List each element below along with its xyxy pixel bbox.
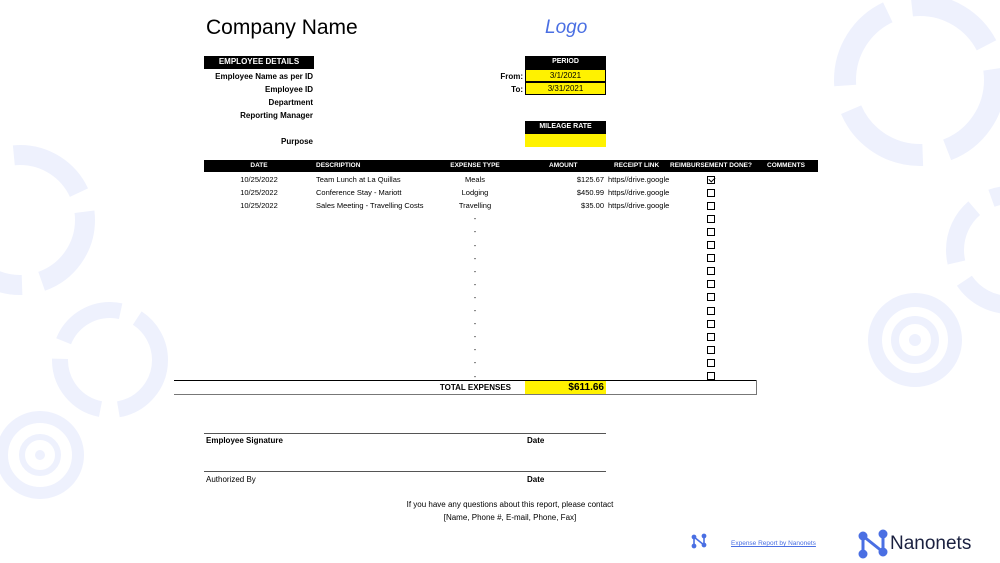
total-label: TOTAL EXPENSES — [439, 383, 511, 392]
reporting-manager-label: Reporting Manager — [240, 111, 313, 120]
mileage-rate-field[interactable] — [525, 134, 606, 147]
nanonets-logo-icon — [858, 529, 888, 559]
col-date: DATE — [250, 162, 268, 169]
row-date: 10/25/2022 — [240, 201, 278, 211]
employee-details-header: EMPLOYEE DETAILS — [204, 56, 314, 69]
employee-signature-label: Employee Signature — [206, 436, 283, 445]
row-receipt-link[interactable]: https//drive.google — [608, 175, 670, 184]
row-receipt-link[interactable]: https//drive.google — [608, 201, 670, 211]
period-to-field[interactable]: 3/31/2021 — [525, 82, 606, 95]
mileage-rate-header: MILEAGE RATE — [525, 121, 606, 134]
row-expense-type: Lodging — [461, 188, 489, 198]
row-description: Sales Meeting - Travelling Costs — [316, 201, 424, 211]
reimbursement-checkbox[interactable] — [707, 280, 715, 288]
total-value: $611.66 — [525, 381, 606, 394]
contact-line-2: [Name, Phone #, E-mail, Phone, Fax] — [443, 513, 577, 522]
row-expense-type: - — [473, 292, 477, 302]
period-from-label: From: — [500, 72, 523, 81]
company-name: Company Name — [206, 16, 358, 39]
col-expense-type: EXPENSE TYPE — [450, 162, 500, 169]
col-description: DESCRIPTION — [316, 162, 361, 169]
reimbursement-checkbox[interactable] — [707, 267, 715, 275]
row-expense-type: - — [473, 227, 477, 237]
expense-table-header — [204, 160, 818, 172]
row-expense-type: Travelling — [458, 201, 492, 211]
purpose-label: Purpose — [280, 137, 313, 146]
row-expense-type: - — [473, 279, 477, 289]
authorized-by-label: Authorized By — [206, 475, 256, 484]
reimbursement-checkbox[interactable] — [707, 372, 715, 380]
department-label: Department — [268, 98, 313, 107]
reimbursement-checkbox[interactable] — [707, 241, 715, 249]
row-expense-type: - — [473, 332, 477, 342]
contact-line-1: If you have any questions about this report, please contact — [406, 500, 614, 509]
row-expense-type: - — [473, 345, 477, 355]
reimbursement-checkbox[interactable] — [707, 346, 715, 354]
row-amount: $125.67 — [576, 175, 604, 184]
row-expense-type: - — [473, 214, 477, 224]
row-receipt-link[interactable]: https//drive.google — [608, 188, 670, 198]
reimbursement-checkbox[interactable] — [707, 307, 715, 315]
period-header: PERIOD — [525, 56, 606, 69]
reimbursement-checkbox[interactable] — [707, 359, 715, 367]
row-description: Conference Stay - Mariott — [316, 188, 402, 198]
reimbursement-checkbox[interactable] — [707, 215, 715, 223]
reimbursement-checkbox[interactable] — [707, 254, 715, 262]
employee-id-label: Employee ID — [264, 85, 313, 94]
row-expense-type: - — [473, 253, 477, 263]
reimbursement-checkbox[interactable] — [707, 202, 715, 210]
expense-report-link[interactable]: Expense Report by Nanonets — [731, 540, 816, 547]
signature-rule-2 — [204, 471, 606, 472]
row-expense-type: Meals — [464, 175, 485, 184]
row-expense-type: - — [473, 240, 477, 250]
period-from-field[interactable]: 3/1/2021 — [525, 69, 606, 82]
employee-signature-date-label: Date — [527, 436, 545, 445]
logo: Logo — [545, 17, 588, 38]
period-to-label: To: — [511, 85, 523, 94]
row-expense-type: - — [473, 319, 477, 329]
col-receipt-link: RECEIPT LINK — [614, 162, 660, 169]
nanonets-small-icon — [691, 533, 707, 549]
row-date: 10/25/2022 — [240, 175, 278, 184]
row-description: Team Lunch at La Quillas — [316, 175, 401, 184]
reimbursement-checkbox[interactable] — [707, 176, 715, 184]
row-expense-type: - — [473, 266, 477, 276]
row-date: 10/25/2022 — [240, 188, 278, 198]
employee-name-label: Employee Name as per ID — [215, 72, 313, 81]
authorized-date-label: Date — [527, 475, 545, 484]
nanonets-brand: Nanonets — [890, 533, 972, 554]
signature-rule-1 — [204, 433, 606, 434]
row-amount: $35.00 — [581, 201, 604, 211]
col-reimbursement: REIMBURSEMENT DONE? — [670, 162, 752, 169]
reimbursement-checkbox[interactable] — [707, 320, 715, 328]
reimbursement-checkbox[interactable] — [707, 228, 715, 236]
col-amount: AMOUNT — [549, 162, 578, 169]
row-expense-type: - — [473, 358, 477, 368]
reimbursement-checkbox[interactable] — [707, 333, 715, 341]
row-expense-type: - — [473, 371, 477, 381]
reimbursement-checkbox[interactable] — [707, 293, 715, 301]
col-comments: COMMENTS — [767, 162, 805, 169]
row-amount: $450.99 — [576, 188, 604, 198]
reimbursement-checkbox[interactable] — [707, 189, 715, 197]
row-expense-type: - — [473, 306, 477, 315]
